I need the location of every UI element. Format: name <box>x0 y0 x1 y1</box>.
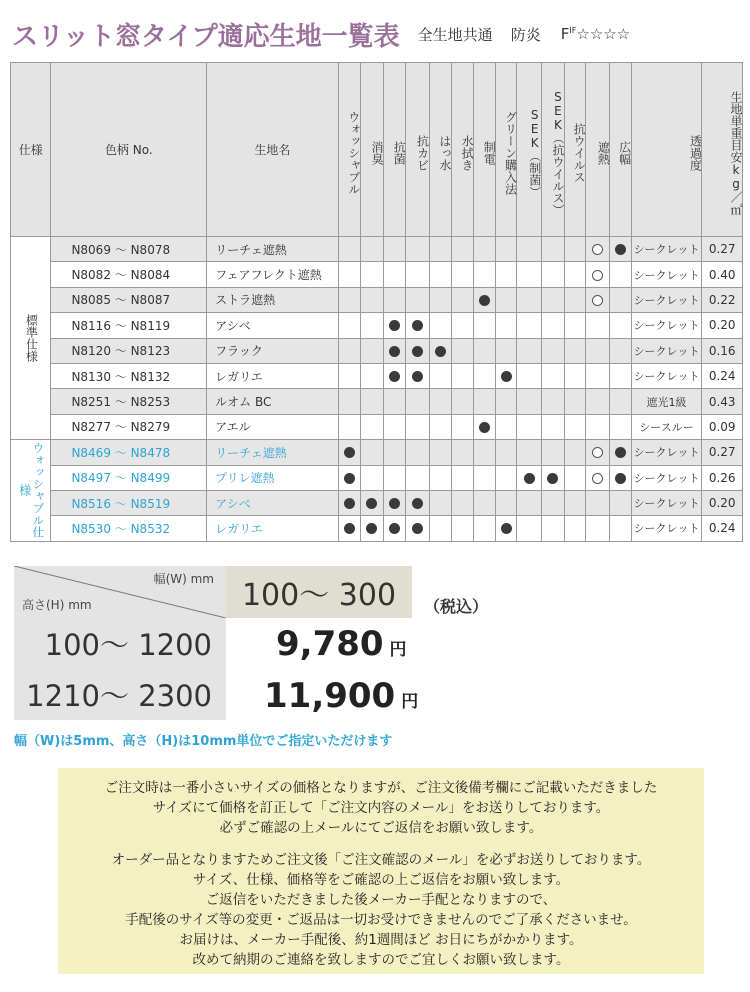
color-code-cell: N8085 〜 N8087 <box>51 287 207 312</box>
filled-circle-icon <box>547 473 558 484</box>
feature-cell <box>406 262 429 287</box>
feature-cell <box>360 262 383 287</box>
filled-circle-icon <box>412 346 423 357</box>
feature-cell <box>429 389 451 414</box>
formaldehyde-rank: $F^{IF}☆☆☆☆$ <box>560 25 631 43</box>
tax-included-label: （税込） <box>424 597 489 616</box>
feature-cell <box>451 237 473 262</box>
feature-cell <box>338 287 360 312</box>
feature-cell <box>564 237 585 262</box>
feature-cell <box>517 389 541 414</box>
feature-cell <box>429 414 451 439</box>
feature-cell <box>610 516 631 541</box>
feature-cell <box>473 389 495 414</box>
feature-cell <box>473 516 495 541</box>
feature-cell <box>610 313 631 338</box>
feature-cell <box>586 490 610 515</box>
feature-cell <box>517 338 541 363</box>
weight-cell: 0.24 <box>702 516 743 541</box>
feature-cell <box>564 262 585 287</box>
spec-group-label: ウォッシャブル仕様 <box>11 440 51 542</box>
feature-cell <box>384 465 406 490</box>
feature-cell <box>473 287 495 312</box>
feature-cell <box>451 389 473 414</box>
open-circle-icon <box>592 447 603 458</box>
filled-circle-icon <box>615 473 626 484</box>
feature-cell <box>451 363 473 388</box>
feature-cell <box>541 516 564 541</box>
feature-cell <box>541 440 564 465</box>
transparency-cell: シークレット <box>631 363 702 388</box>
feature-cell <box>338 440 360 465</box>
feature-cell <box>360 287 383 312</box>
weight-cell: 0.22 <box>702 287 743 312</box>
filled-circle-icon <box>501 523 512 534</box>
feature-cell <box>496 338 517 363</box>
feature-cell <box>610 287 631 312</box>
color-code-cell: N8116 〜 N8119 <box>51 313 207 338</box>
feature-cell <box>610 414 631 439</box>
fabric-name-cell: フェアフレクト遮熱 <box>207 262 338 287</box>
header-water-wipe: 水拭き <box>451 63 473 237</box>
header-deodorant: 消臭 <box>360 63 383 237</box>
fabric-name-cell: プリレ遮熱 <box>207 465 338 490</box>
feature-cell <box>473 414 495 439</box>
feature-cell <box>384 440 406 465</box>
feature-cell <box>496 440 517 465</box>
header-wide: 広幅 <box>610 63 631 237</box>
feature-cell <box>473 465 495 490</box>
filled-circle-icon <box>412 498 423 509</box>
feature-cell <box>338 389 360 414</box>
table-row <box>11 440 743 465</box>
table-header-row <box>11 63 743 237</box>
color-code-cell: N8277 〜 N8279 <box>51 414 207 439</box>
header-heat-shield: 遮熱 <box>586 63 610 237</box>
feature-cell <box>360 389 383 414</box>
feature-cell <box>429 516 451 541</box>
feature-cell <box>496 414 517 439</box>
filled-circle-icon <box>501 371 512 382</box>
table-row <box>11 414 743 439</box>
width-axis-label: 幅(W) mm <box>153 572 214 586</box>
feature-cell <box>610 465 631 490</box>
feature-cell <box>338 237 360 262</box>
feature-cell <box>610 338 631 363</box>
feature-cell <box>610 490 631 515</box>
feature-cell <box>517 440 541 465</box>
feature-cell <box>517 313 541 338</box>
filled-circle-icon <box>412 523 423 534</box>
feature-cell <box>473 363 495 388</box>
height-range-1: 100〜 1200 <box>14 618 226 669</box>
feature-cell <box>564 414 585 439</box>
color-code-cell: N8516 〜 N8519 <box>51 490 207 515</box>
open-circle-icon <box>592 270 603 281</box>
feature-cell <box>360 237 383 262</box>
feature-cell <box>406 287 429 312</box>
fabric-table <box>10 62 743 542</box>
table-row <box>11 338 743 363</box>
feature-cell <box>517 262 541 287</box>
weight-cell: 0.20 <box>702 490 743 515</box>
feature-cell <box>451 262 473 287</box>
feature-cell <box>586 516 610 541</box>
filled-circle-icon <box>389 371 400 382</box>
feature-cell <box>541 389 564 414</box>
star-rating-icon: ☆☆☆☆ <box>576 25 631 43</box>
feature-cell <box>384 237 406 262</box>
feature-cell <box>338 414 360 439</box>
feature-cell <box>338 262 360 287</box>
filled-circle-icon <box>479 295 490 306</box>
feature-cell <box>384 414 406 439</box>
feature-cell <box>406 440 429 465</box>
header-antivirus: 抗ウイルス <box>564 63 585 237</box>
feature-cell <box>360 440 383 465</box>
filled-circle-icon <box>479 422 490 433</box>
feature-cell <box>406 363 429 388</box>
feature-cell <box>406 389 429 414</box>
feature-cell <box>451 440 473 465</box>
feature-cell <box>338 363 360 388</box>
page-title: スリット窓タイプ適応生地一覧表 <box>12 21 400 52</box>
feature-cell <box>517 490 541 515</box>
color-code-cell: N8497 〜 N8499 <box>51 465 207 490</box>
feature-cell <box>541 465 564 490</box>
header-name: 生地名 <box>207 63 338 237</box>
price-corner-cell <box>14 566 226 618</box>
feature-cell <box>586 287 610 312</box>
feature-cell <box>586 262 610 287</box>
feature-cell <box>610 389 631 414</box>
feature-cell <box>429 490 451 515</box>
feature-cell <box>473 262 495 287</box>
feature-cell <box>564 363 585 388</box>
feature-cell <box>360 338 383 363</box>
filled-circle-icon <box>344 473 355 484</box>
filled-circle-icon <box>615 244 626 255</box>
feature-cell <box>429 440 451 465</box>
fabric-name-cell: レガリエ <box>207 363 338 388</box>
color-code-cell: N8251 〜 N8253 <box>51 389 207 414</box>
fabric-name-cell: アエル <box>207 414 338 439</box>
feature-cell <box>496 237 517 262</box>
filled-circle-icon <box>412 320 423 331</box>
feature-cell <box>406 414 429 439</box>
feature-cell <box>429 313 451 338</box>
feature-cell <box>586 338 610 363</box>
feature-cell <box>586 389 610 414</box>
weight-cell: 0.27 <box>702 237 743 262</box>
color-code-cell: N8120 〜 N8123 <box>51 338 207 363</box>
color-code-cell: N8082 〜 N8084 <box>51 262 207 287</box>
size-unit-note: 幅（W)は5mm、高さ（H)は10mm単位でご指定いただけます <box>14 734 393 749</box>
feature-cell <box>610 440 631 465</box>
transparency-cell: シークレット <box>631 490 702 515</box>
transparency-cell: シークレット <box>631 465 702 490</box>
color-code-cell: N8469 〜 N8478 <box>51 440 207 465</box>
filled-circle-icon <box>344 498 355 509</box>
color-code-cell: N8130 〜 N8132 <box>51 363 207 388</box>
open-circle-icon <box>592 473 603 484</box>
feature-cell <box>384 389 406 414</box>
filled-circle-icon <box>412 371 423 382</box>
filled-circle-icon <box>389 523 400 534</box>
feature-cell <box>406 237 429 262</box>
feature-cell <box>517 516 541 541</box>
weight-cell: 0.40 <box>702 262 743 287</box>
feature-cell <box>564 313 585 338</box>
feature-cell <box>384 338 406 363</box>
feature-cell <box>586 465 610 490</box>
weight-cell: 0.09 <box>702 414 743 439</box>
feature-cell <box>541 414 564 439</box>
fabric-name-cell: アシベ <box>207 313 338 338</box>
price-table <box>14 566 419 720</box>
feature-cell <box>406 465 429 490</box>
table-row <box>11 262 743 287</box>
feature-cell <box>541 338 564 363</box>
feature-cell <box>384 516 406 541</box>
table-row <box>11 389 743 414</box>
feature-cell <box>429 287 451 312</box>
feature-cell <box>360 490 383 515</box>
feature-cell <box>406 313 429 338</box>
filled-circle-icon <box>344 447 355 458</box>
feature-cell <box>384 262 406 287</box>
table-row <box>11 287 743 312</box>
feature-cell <box>406 338 429 363</box>
feature-cell <box>564 490 585 515</box>
spec-group-label: 標準仕様 <box>11 237 51 440</box>
price-value-2: 11,900 円 <box>264 676 419 716</box>
feature-cell <box>338 313 360 338</box>
weight-cell: 0.43 <box>702 389 743 414</box>
transparency-cell: シークレット <box>631 262 702 287</box>
feature-cell <box>517 287 541 312</box>
feature-cell <box>360 363 383 388</box>
table-row <box>11 313 743 338</box>
table-row <box>11 363 743 388</box>
height-range-2: 1210〜 2300 <box>14 669 226 720</box>
fabric-name-cell: アシベ <box>207 490 338 515</box>
feature-cell <box>610 262 631 287</box>
transparency-cell: シースルー <box>631 414 702 439</box>
header-sek-virus: SEK（抗ウイルス） <box>541 63 564 237</box>
feature-cell <box>451 516 473 541</box>
common-label: 全生地共通 <box>417 25 493 44</box>
filled-circle-icon <box>524 473 535 484</box>
header-green: グリーン購入法 <box>496 63 517 237</box>
table-row <box>11 516 743 541</box>
feature-cell <box>473 490 495 515</box>
fabric-name-cell: リーチェ遮熱 <box>207 440 338 465</box>
feature-cell <box>451 465 473 490</box>
feature-cell <box>473 440 495 465</box>
open-circle-icon <box>592 244 603 255</box>
feature-cell <box>429 262 451 287</box>
header-code: 色柄 No. <box>51 63 207 237</box>
feature-cell <box>360 414 383 439</box>
transparency-cell: 遮光1級 <box>631 389 702 414</box>
feature-cell <box>451 414 473 439</box>
feature-cell <box>451 313 473 338</box>
feature-cell <box>451 338 473 363</box>
feature-cell <box>338 490 360 515</box>
open-circle-icon <box>592 295 603 306</box>
feature-cell <box>564 440 585 465</box>
feature-cell <box>429 237 451 262</box>
feature-cell <box>564 465 585 490</box>
feature-cell <box>541 287 564 312</box>
weight-cell: 0.24 <box>702 363 743 388</box>
feature-cell <box>406 490 429 515</box>
transparency-cell: シークレット <box>631 516 702 541</box>
notice-paragraph-1: ご注文時は一番小さいサイズの価格となりますが、ご注文後備考欄にご記載いただきました サイズにて価格を訂正して「ご注文内容のメール」をお送りしております。 必ずご確認の上メールにてご返信をお願い致します。 <box>104 780 658 836</box>
feature-cell <box>517 414 541 439</box>
price-value-1: 9,780 円 <box>276 624 407 664</box>
feature-cell <box>586 440 610 465</box>
weight-cell: 0.16 <box>702 338 743 363</box>
filled-circle-icon <box>389 498 400 509</box>
header-weight: 生地単重目安kg／㎡ <box>702 63 743 237</box>
feature-cell <box>496 363 517 388</box>
notice-paragraph-2: オーダー品となりますためご注文後「ご注文確認のメール」を必ずお送りしております。 サイズ、仕様、価格等をご確認の上ご返信をお願い致します。 ご返信をいただきました後メーカー手配となりますので、 手配後のサイズ等の変更・ご返品は一切お受けできませんのでご了承くださいませ。 お届けは、メーカー手配後、約1週間ほど お日にちがかかります。 改めて納期のご連絡を致しますのでご宜しくお願い致します。 <box>111 852 651 968</box>
feature-cell <box>564 338 585 363</box>
feature-cell <box>429 465 451 490</box>
fabric-name-cell: フラック <box>207 338 338 363</box>
feature-cell <box>610 237 631 262</box>
feature-cell <box>541 313 564 338</box>
feature-cell <box>517 237 541 262</box>
feature-cell <box>406 516 429 541</box>
feature-cell <box>473 338 495 363</box>
feature-cell <box>517 465 541 490</box>
header-spec: 仕様 <box>11 63 51 237</box>
feature-cell <box>338 516 360 541</box>
table-body <box>11 237 743 542</box>
filled-circle-icon <box>389 320 400 331</box>
feature-cell <box>451 490 473 515</box>
feature-cell <box>496 465 517 490</box>
feature-cell <box>384 490 406 515</box>
header-antistatic: 制電 <box>473 63 495 237</box>
filled-circle-icon <box>366 523 377 534</box>
table-row <box>11 490 743 515</box>
feature-cell <box>564 516 585 541</box>
feature-cell <box>541 363 564 388</box>
feature-cell <box>429 338 451 363</box>
title-row <box>12 14 742 54</box>
feature-cell <box>360 516 383 541</box>
filled-circle-icon <box>435 346 446 357</box>
feature-cell <box>496 287 517 312</box>
fabric-name-cell: レガリエ <box>207 516 338 541</box>
header-sek-static: SEK（制菌） <box>517 63 541 237</box>
feature-cell <box>586 414 610 439</box>
feature-cell <box>541 237 564 262</box>
feature-cell <box>586 237 610 262</box>
fabric-name-cell: リーチェ遮熱 <box>207 237 338 262</box>
transparency-cell: シークレット <box>631 338 702 363</box>
feature-cell <box>451 287 473 312</box>
header-antibacterial: 抗菌 <box>384 63 406 237</box>
header-water-repellent: はっ水 <box>429 63 451 237</box>
feature-cell <box>586 313 610 338</box>
transparency-cell: シークレット <box>631 237 702 262</box>
feature-cell <box>610 363 631 388</box>
feature-cell <box>384 363 406 388</box>
weight-cell: 0.20 <box>702 313 743 338</box>
transparency-cell: シークレット <box>631 287 702 312</box>
feature-cell <box>541 262 564 287</box>
table-row <box>11 465 743 490</box>
order-notice <box>58 768 704 974</box>
feature-cell <box>338 465 360 490</box>
header-washable: ウォッシャブル <box>338 63 360 237</box>
filled-circle-icon <box>615 447 626 458</box>
feature-cell <box>496 389 517 414</box>
width-range: 100〜 300 <box>226 566 412 618</box>
feature-cell <box>496 490 517 515</box>
feature-cell <box>564 287 585 312</box>
color-code-cell: N8069 〜 N8078 <box>51 237 207 262</box>
feature-cell <box>429 363 451 388</box>
transparency-cell: シークレット <box>631 440 702 465</box>
header-antimold: 抗カビ <box>406 63 429 237</box>
weight-cell: 0.26 <box>702 465 743 490</box>
filled-circle-icon <box>344 523 355 534</box>
feature-cell <box>496 313 517 338</box>
feature-cell <box>473 237 495 262</box>
table-row <box>11 237 743 262</box>
feature-cell <box>564 389 585 414</box>
feature-cell <box>517 363 541 388</box>
feature-cell <box>496 516 517 541</box>
feature-cell <box>384 313 406 338</box>
feature-cell <box>360 313 383 338</box>
weight-cell: 0.27 <box>702 440 743 465</box>
fabric-name-cell: ストラ遮熱 <box>207 287 338 312</box>
filled-circle-icon <box>366 498 377 509</box>
color-code-cell: N8530 〜 N8532 <box>51 516 207 541</box>
feature-cell <box>473 313 495 338</box>
feature-cell <box>541 490 564 515</box>
feature-cell <box>360 465 383 490</box>
feature-cell <box>586 363 610 388</box>
feature-cell <box>338 338 360 363</box>
flame-retardant-label: 防炎 <box>510 25 541 44</box>
transparency-cell: シークレット <box>631 313 702 338</box>
fabric-name-cell: ルオム BC <box>207 389 338 414</box>
height-axis-label: 高さ(H) mm <box>22 598 92 612</box>
feature-cell <box>384 287 406 312</box>
feature-cell <box>496 262 517 287</box>
header-transparency: 透過度 <box>631 63 702 237</box>
filled-circle-icon <box>389 346 400 357</box>
